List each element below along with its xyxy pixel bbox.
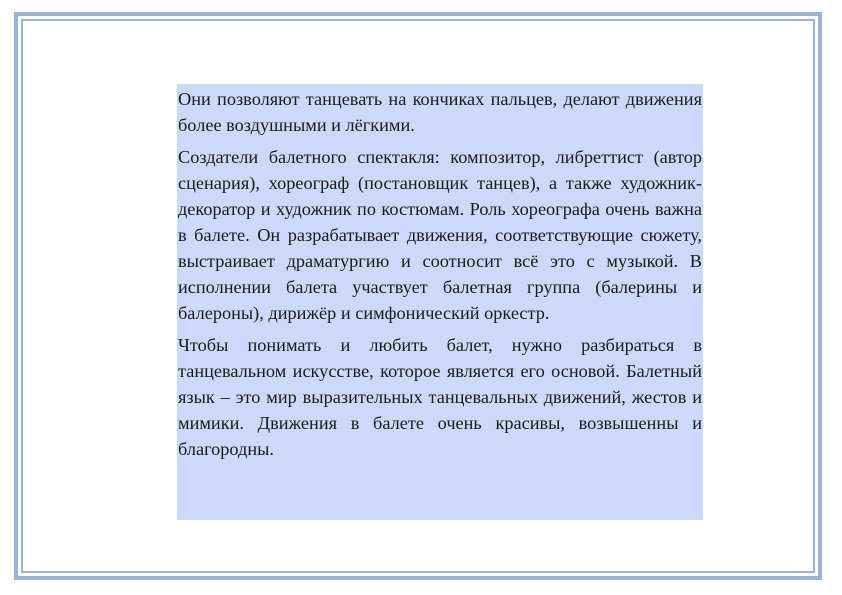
paragraph-ballet-creators: Создатели балетного спектакля: композитор, либреттист (автор сценария), хореограф (постановщик танцев), а также художник-декоратор и художник по костюмам. Роль хореографа очень важна в балете. Он разрабатывает движения, соответствующие сюжету, выстраивает драматургию и соотносит всё это с музыкой. В исполнении балета участвует балетная группа (балерины и балероны), дирижёр и симфонический оркестр. [178, 147, 702, 323]
text-box [177, 84, 703, 520]
paragraph-ballet-language: Чтобы понимать и любить балет, нужно разбираться в танцевальном искусстве, которое является его основой. Балетный язык – это мир выразительных танцевальных движений, жестов и мимики. Движения в балете очень красивы, возвышенны и благородны. [178, 335, 702, 459]
paragraph-pointe-shoes: Они позволяют танцевать на кончиках пальцев, делают движения более воздушными и лёгкими. [178, 89, 702, 135]
